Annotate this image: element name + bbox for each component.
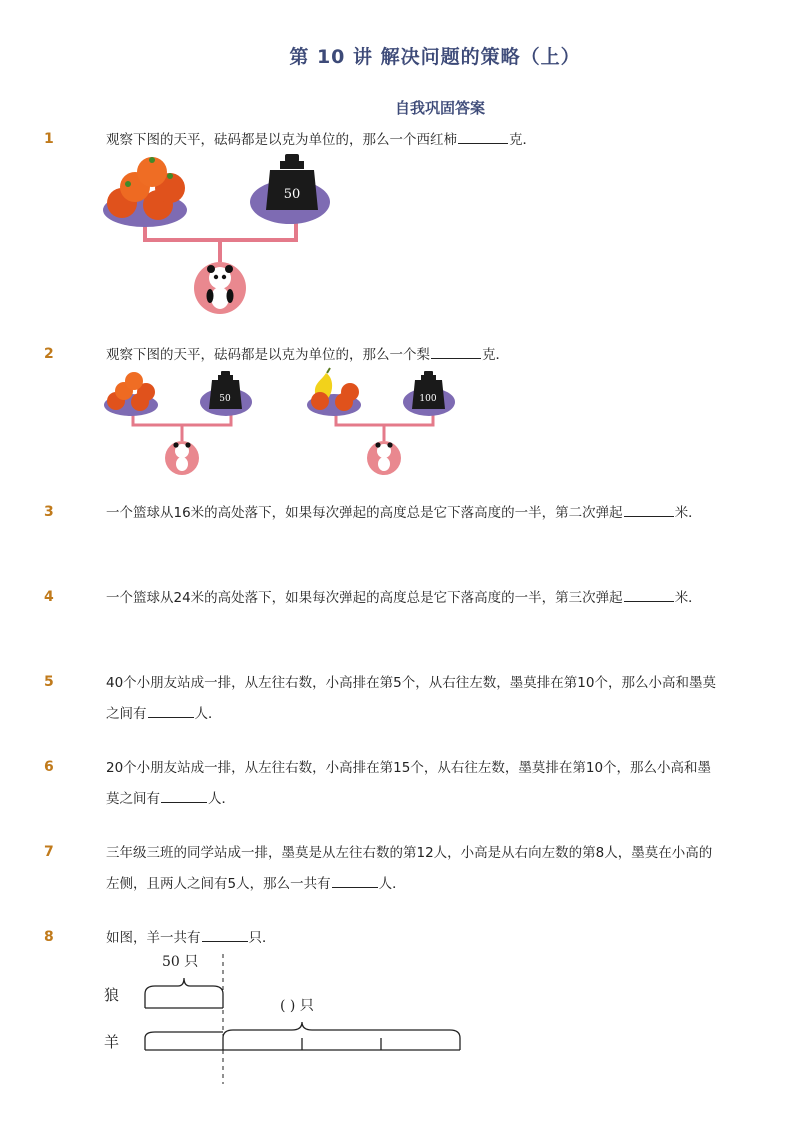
answer-blank: [458, 129, 508, 144]
question-number: 5: [44, 674, 54, 690]
sheep-label: 羊: [104, 1033, 120, 1051]
answer-blank: [332, 873, 378, 888]
answer-blank: [161, 788, 207, 803]
question-number: 6: [44, 759, 54, 775]
weight-label: 50: [283, 187, 301, 202]
panda-icon: [367, 441, 401, 475]
panda-icon: [194, 262, 246, 314]
diagram-top-label: 50 只: [162, 954, 199, 970]
wolf-label: 狼: [104, 986, 120, 1004]
question-number: 8: [44, 929, 54, 945]
balance-figure-1: [100, 152, 340, 317]
question-text: 一个篮球从24米的高处落下，如果每次弹起的高度总是它下落高度的一半，第三次弹起 米．: [106, 583, 718, 614]
page-subtitle: 自我巩固答案: [394, 99, 485, 117]
question-number: 2: [44, 346, 54, 362]
question-text: 三年级三班的同学站成一排，墨莫是从左往右数的第12人，小高是从右向左数的第8人，墨莫在小高的左侧，且两人之间有5人，那么一共有 人．: [106, 845, 713, 892]
question-text: 40个小朋友站成一排，从左往右数，小高排在第5个，从右往左数，墨莫排在第10个，那么小高和墨莫之间有 人．: [106, 675, 716, 722]
question-text: 一个篮球从16米的高处落下，如果每次弹起的高度总是它下落高度的一半，第二次弹起 米．: [106, 498, 718, 529]
segment-diagram: [100, 948, 480, 1088]
weight-icon: [412, 371, 445, 409]
weight-label: 50: [219, 394, 231, 404]
question-number: 7: [44, 844, 54, 860]
question-number: 1: [44, 131, 54, 147]
question-text: 20个小朋友站成一排，从左往右数，小高排在第15个，从右往左数，墨莫排在第10个，那么小高和墨莫之间有 人．: [106, 760, 712, 807]
panda-icon: [165, 441, 199, 475]
page-title: 第 10 讲 解决问题的策略（上）: [289, 46, 581, 68]
balance-figure-2: [100, 367, 460, 477]
weight-label: 100: [419, 394, 437, 404]
answer-blank: [431, 344, 481, 359]
answer-blank: [202, 927, 248, 942]
answer-blank: [148, 703, 194, 718]
question-number: 3: [44, 504, 54, 520]
unknown-label: ( ) 只: [280, 998, 314, 1014]
question-text: 观察下图的天平，砝码都是以克为单位的，那么一个西红柿 克．: [106, 125, 718, 156]
question-number: 4: [44, 589, 54, 605]
answer-blank: [624, 587, 674, 602]
weight-icon: [209, 371, 242, 409]
question-text: 观察下图的天平，砝码都是以克为单位的，那么一个梨 克．: [106, 340, 718, 371]
weight-icon: [266, 154, 318, 210]
answer-blank: [624, 502, 674, 517]
question-text: 如图，羊一共有 只．: [106, 923, 718, 954]
